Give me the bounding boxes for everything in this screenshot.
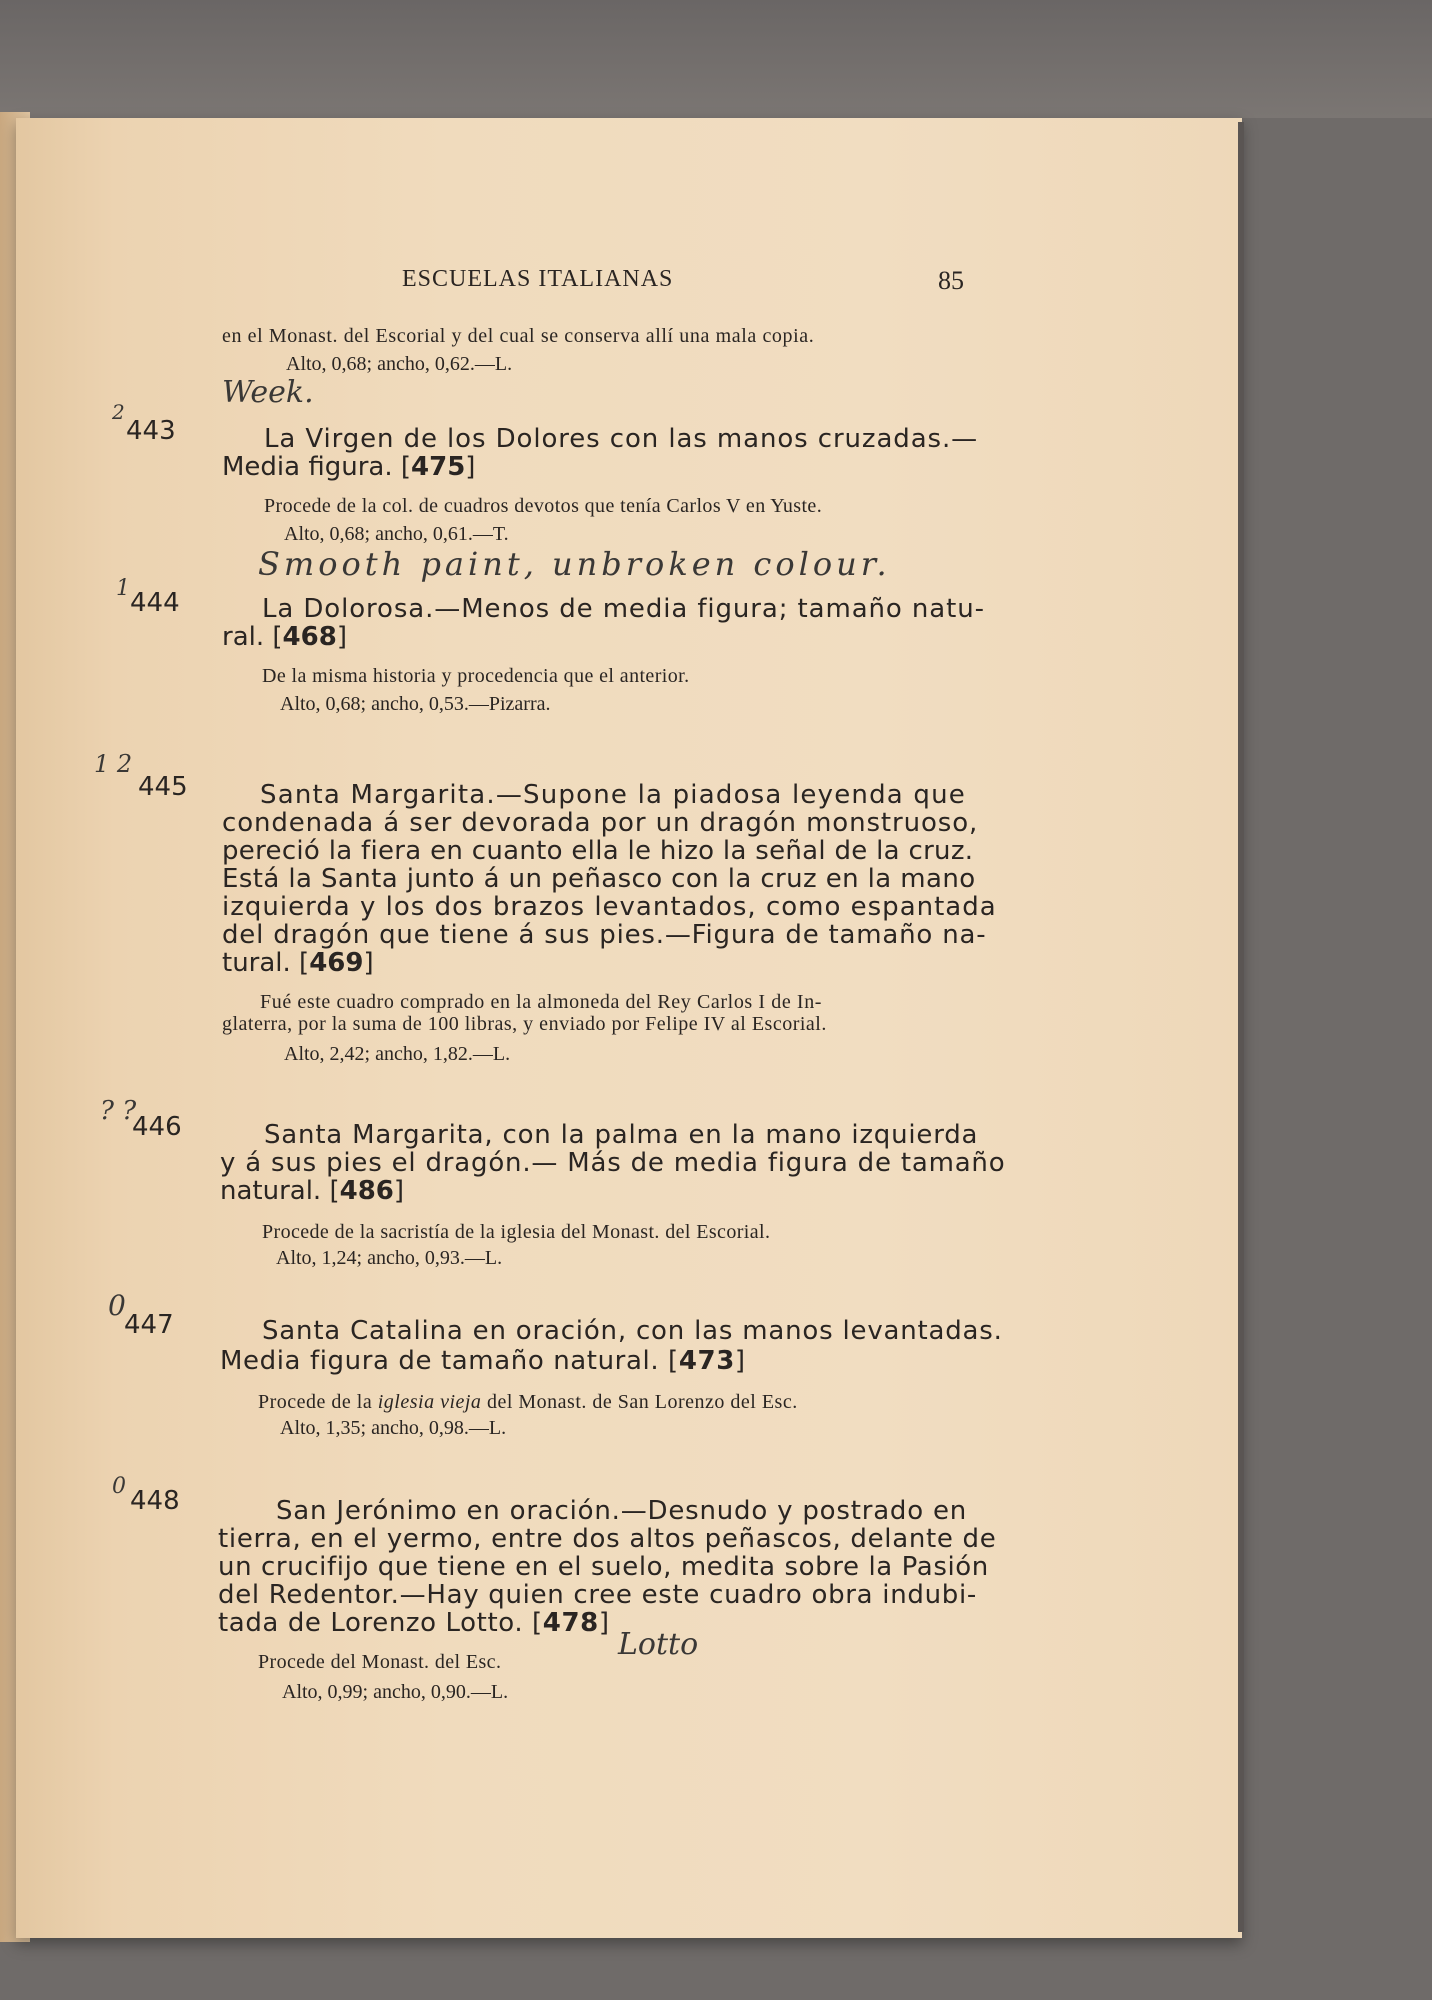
- scan-background: [0, 0, 1432, 118]
- entry-448-line-2: tierra, en el yermo, entre dos altos peñascos, delante de: [218, 1524, 997, 1554]
- handwritten-note-lotto: Lotto: [618, 1627, 699, 1662]
- entry-445-note-3: Alto, 2,42; ancho, 1,82.—L.: [284, 1043, 511, 1065]
- entry-446-note-1: Procede de la sacristía de la iglesia del Monast. del Escorial.: [262, 1221, 771, 1243]
- entry-445-line-3: pereció la fiera en cuanto ella le hizo la señal de la cruz.: [222, 836, 974, 866]
- entry-444-line-1: La Dolorosa.—Menos de media figura; tamaño natu-: [262, 594, 985, 624]
- catalog-ref-486: 486: [339, 1176, 394, 1206]
- intro-dimensions: Alto, 0,68; ancho, 0,62.—L.: [286, 353, 513, 375]
- entry-446-line-1: Santa Margarita, con la palma en la mano izquierda: [264, 1120, 979, 1150]
- intro-line-1: en el Monast. del Escorial y del cual se conserva allí una mala copia.: [222, 325, 815, 347]
- entry-number-447: 447: [124, 1310, 174, 1340]
- entry-445-line-6: del dragón que tiene á sus pies.—Figura de tamaño na-: [222, 920, 987, 950]
- entry-443-note-1: Procede de la col. de cuadros devotos que tenía Carlos V en Yuste.: [264, 495, 823, 517]
- margin-mark-444: 1: [116, 576, 130, 601]
- entry-448-line-4: del Redentor.—Hay quien cree este cuadro obra indubi-: [218, 1580, 977, 1610]
- entry-445-note-1: Fué este cuadro comprado en la almoneda del Rey Carlos I de In-: [260, 991, 823, 1013]
- entry-445-line-5: izquierda y los dos brazos levantados, como espantada: [222, 892, 997, 922]
- entry-447-line-1: Santa Catalina en oración, con las manos levantadas.: [262, 1316, 1003, 1346]
- entry-number-443: 443: [126, 416, 176, 446]
- handwritten-note-smooth-paint: Smooth paint, unbroken colour.: [258, 545, 891, 583]
- entry-448-note-1: Procede del Monast. del Esc.: [258, 1651, 502, 1673]
- italic-phrase: iglesia vieja: [377, 1391, 482, 1413]
- entry-448-line-5: tada de Lorenzo Lotto. [478]: [218, 1608, 610, 1638]
- entry-444-note-2: Alto, 0,68; ancho, 0,53.—Pizarra.: [280, 693, 551, 715]
- entry-number-446: 446: [132, 1112, 182, 1142]
- page-number: 85: [938, 266, 964, 295]
- entry-445-note-2: glaterra, por la suma de 100 libras, y enviado por Felipe IV al Escorial.: [222, 1013, 827, 1035]
- entry-447-note-2: Alto, 1,35; ancho, 0,98.—L.: [280, 1417, 507, 1439]
- entry-445-line-7: tural. [469]: [222, 948, 374, 978]
- catalog-ref-478: 478: [542, 1608, 599, 1638]
- catalog-ref-468: 468: [282, 622, 337, 652]
- entry-444-line-2: ral. [468]: [222, 622, 347, 652]
- entry-448-note-2: Alto, 0,99; ancho, 0,90.—L.: [282, 1681, 509, 1703]
- margin-mark-443: 2: [112, 400, 125, 424]
- entry-447-note-1: Procede de la iglesia vieja del Monast. de San Lorenzo del Esc.: [258, 1391, 798, 1413]
- margin-mark-447: 0: [108, 1289, 126, 1322]
- catalog-ref-475: 475: [411, 452, 466, 482]
- entry-445-line-4: Está la Santa junto á un peñasco con la cruz en la mano: [222, 864, 976, 894]
- page-shadow-edge: [1238, 122, 1244, 1932]
- running-header: [0, 266, 1432, 296]
- entry-443-note-2: Alto, 0,68; ancho, 0,61.—T.: [284, 523, 509, 545]
- entry-446-line-3: natural. [486]: [220, 1176, 405, 1206]
- entry-443-line-2: Media figura. [475]: [222, 452, 476, 482]
- margin-mark-446: ? ?: [100, 1096, 137, 1126]
- entry-446-note-2: Alto, 1,24; ancho, 0,93.—L.: [276, 1247, 503, 1269]
- entry-444-note-1: De la misma historia y procedencia que el anterior.: [262, 665, 690, 687]
- entry-445-line-2: condenada á ser devorada por un dragón monstruoso,: [222, 808, 979, 838]
- catalog-ref-469: 469: [309, 948, 364, 978]
- entry-number-448: 448: [130, 1486, 180, 1516]
- entry-number-444: 444: [130, 588, 180, 618]
- entry-448-line-3: un crucifijo que tiene en el suelo, medita sobre la Pasión: [218, 1552, 989, 1582]
- entry-number-445: 445: [138, 772, 188, 802]
- entry-448-line-1: San Jerónimo en oración.—Desnudo y postrado en: [276, 1496, 968, 1526]
- section-title: ESCUELAS ITALIANAS: [402, 266, 674, 292]
- entry-445-line-1: Santa Margarita.—Supone la piadosa leyenda que: [260, 780, 966, 810]
- entry-446-line-2: y á sus pies el dragón.— Más de media figura de tamaño: [220, 1148, 1006, 1178]
- entry-447-line-2: Media figura de tamaño natural. [473]: [220, 1346, 746, 1376]
- entry-443-line-1: La Virgen de los Dolores con las manos cruzadas.—: [264, 424, 979, 454]
- margin-mark-445: 1 2: [94, 750, 133, 778]
- margin-mark-448: 0: [112, 1474, 126, 1499]
- handwritten-note-week: Week.: [222, 375, 314, 410]
- catalog-ref-473: 473: [678, 1346, 735, 1376]
